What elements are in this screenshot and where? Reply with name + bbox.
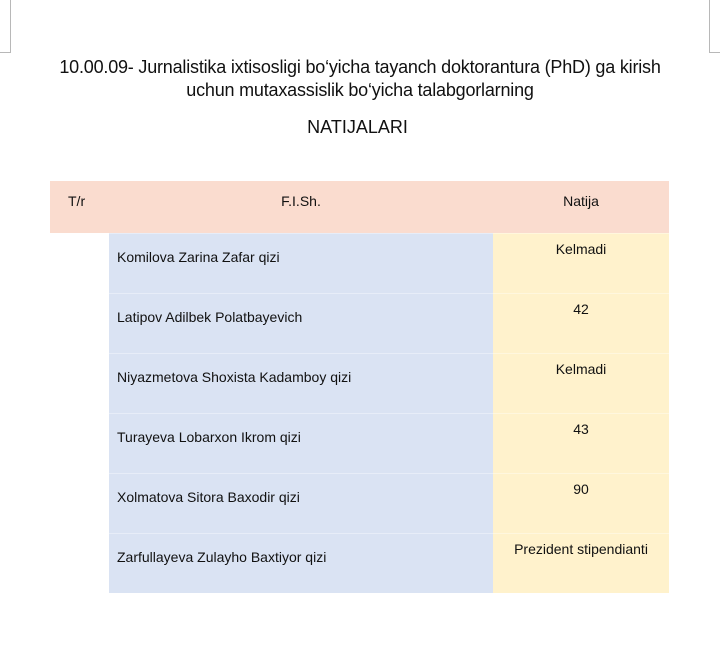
document-title xyxy=(0,56,720,102)
row-number xyxy=(50,353,109,413)
header-number: T/r xyxy=(50,181,109,233)
row-name: Niyazmetova Shoxista Kadamboy qizi xyxy=(109,353,493,413)
row-name: Zarfullayeva Zulayho Baxtiyor qizi xyxy=(109,533,493,593)
table-row xyxy=(50,413,669,473)
row-result: Prezident stipendianti xyxy=(493,533,669,593)
table-row xyxy=(50,293,669,353)
row-number xyxy=(50,473,109,533)
title-line-1: 10.00.09- Jurnalistika ixtisosligi bo‘yicha tayanch doktorantura (PhD) ga kirish xyxy=(59,57,661,77)
row-result: Kelmadi xyxy=(493,353,669,413)
table-row xyxy=(50,533,669,593)
row-name: Turayeva Lobarxon Ikrom qizi xyxy=(109,413,493,473)
row-name: Latipov Adilbek Polatbayevich xyxy=(109,293,493,353)
row-number xyxy=(50,533,109,593)
page-corner-mark-left xyxy=(0,0,11,53)
row-result: 43 xyxy=(493,413,669,473)
row-result: Kelmadi xyxy=(493,233,669,293)
document-subtitle: NATIJALARI xyxy=(307,117,408,137)
results-table xyxy=(50,181,669,593)
table-row xyxy=(50,353,669,413)
header-name: F.I.Sh. xyxy=(109,181,493,233)
row-number xyxy=(50,233,109,293)
title-line-2: uchun mutaxassislik bo‘yicha talabgorlarning xyxy=(186,80,534,100)
row-result: 42 xyxy=(493,293,669,353)
header-result: Natija xyxy=(493,181,669,233)
row-result: 90 xyxy=(493,473,669,533)
row-number xyxy=(50,413,109,473)
row-name: Komilova Zarina Zafar qizi xyxy=(109,233,493,293)
row-name: Xolmatova Sitora Baxodir qizi xyxy=(109,473,493,533)
table-row xyxy=(50,233,669,293)
page-corner-mark-right xyxy=(709,0,720,53)
table-row xyxy=(50,473,669,533)
row-number xyxy=(50,293,109,353)
table-header-row xyxy=(50,181,669,233)
